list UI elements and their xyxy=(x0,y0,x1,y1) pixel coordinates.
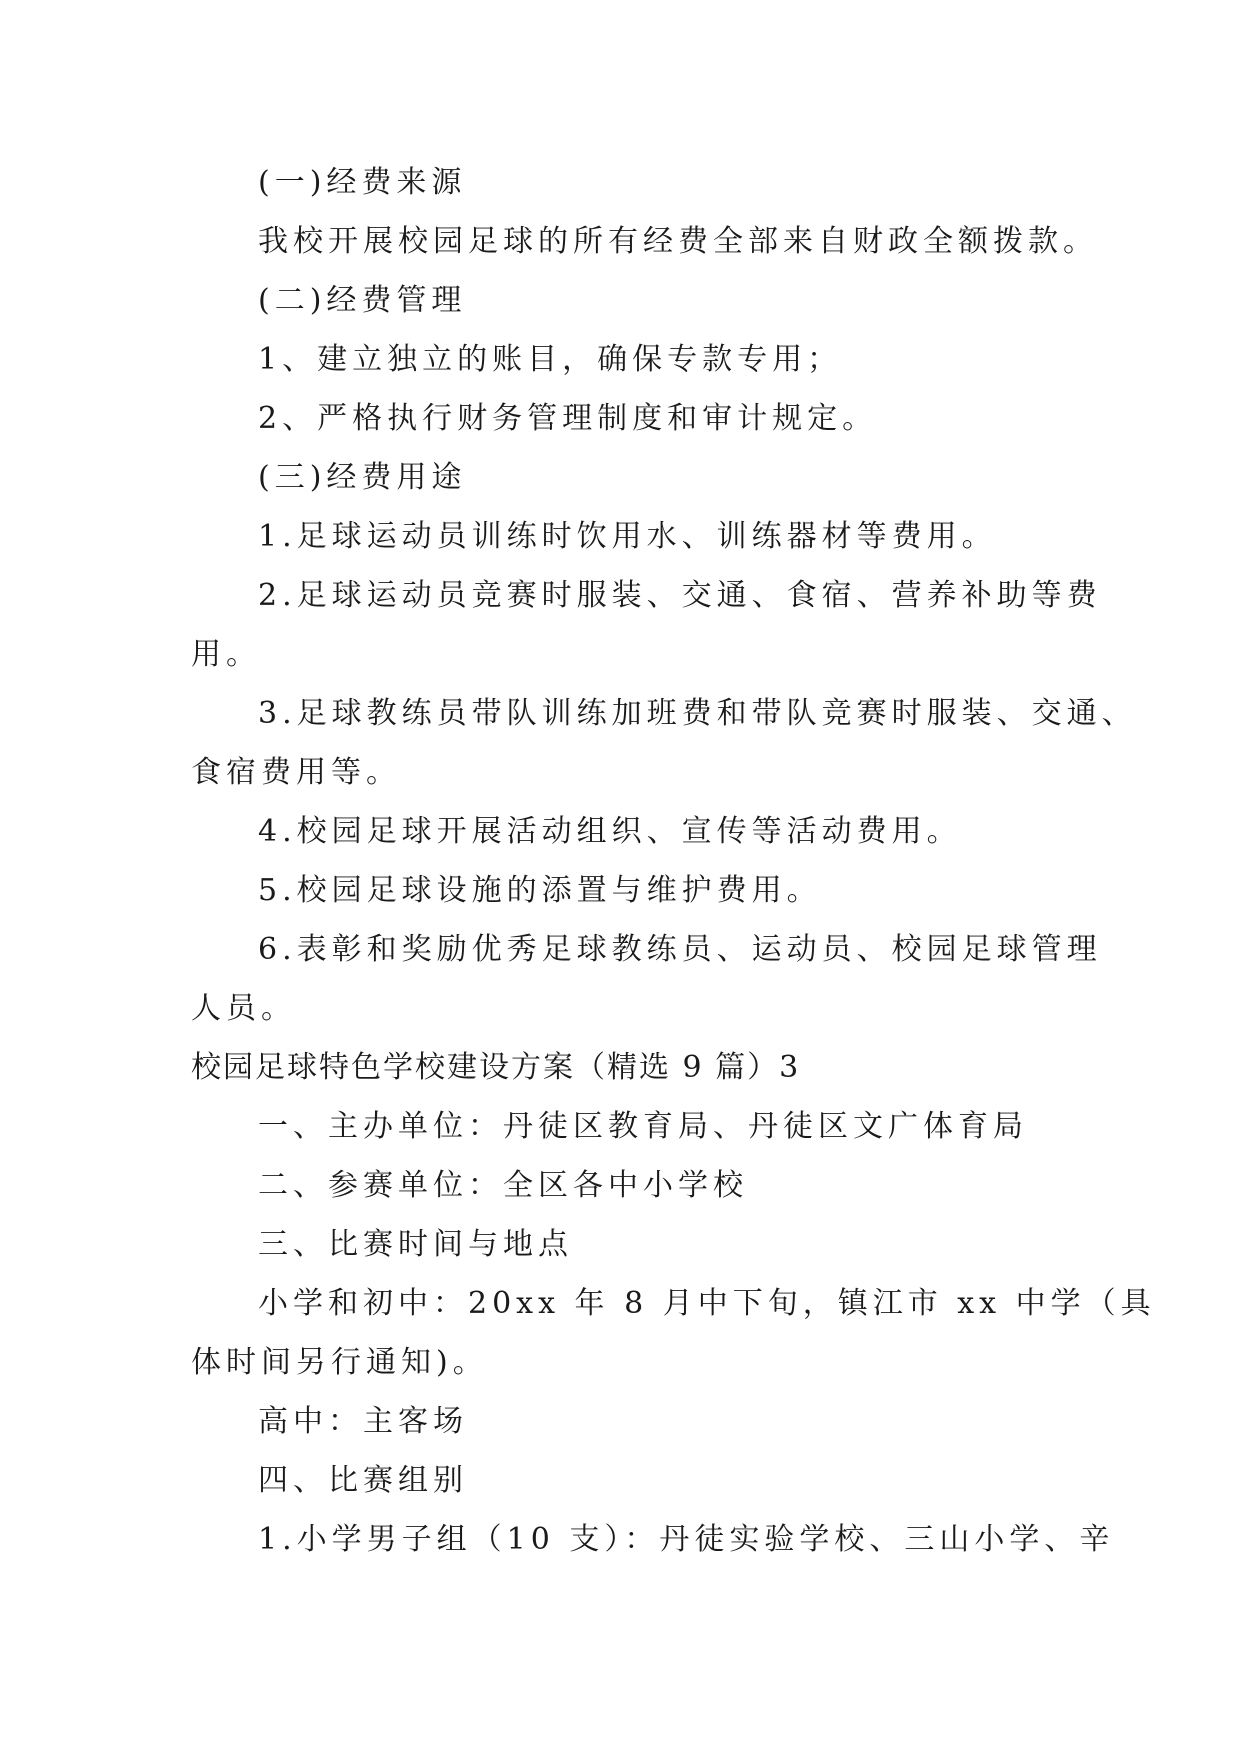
list-item-continuation: 用。 xyxy=(191,637,261,672)
section-heading-groups: 四、比赛组别 xyxy=(258,1463,468,1498)
section-heading-funding-use: (三)经费用途 xyxy=(258,460,467,495)
section-heading-funding-source: (一)经费来源 xyxy=(258,165,467,200)
list-item: 3.足球教练员带队训练加班费和带队竞赛时服装、交通、 xyxy=(258,696,1137,731)
list-item: 4.校园足球开展活动组织、宣传等活动费用。 xyxy=(258,814,962,849)
list-item: 1、建立独立的账目，确保专款专用； xyxy=(258,342,843,377)
list-item: 2.足球运动员竞赛时服装、交通、食宿、营养补助等费 xyxy=(258,578,1102,613)
paragraph-line: 二、参赛单位：全区各中小学校 xyxy=(258,1168,748,1203)
paragraph-continuation: 体时间另行通知)。 xyxy=(191,1345,488,1380)
paragraph-line: 一、主办单位：丹徒区教育局、丹徒区文广体育局 xyxy=(258,1109,1028,1144)
paragraph-line: 我校开展校园足球的所有经费全部来自财政全额拨款。 xyxy=(258,224,1098,259)
list-item-continuation: 食宿费用等。 xyxy=(191,755,401,790)
section-heading-time-place: 三、比赛时间与地点 xyxy=(258,1227,573,1262)
list-item-continuation: 人员。 xyxy=(191,991,296,1026)
list-item: 2、严格执行财务管理制度和审计规定。 xyxy=(258,401,878,436)
list-item: 1.足球运动员训练时饮用水、训练器材等费用。 xyxy=(258,519,997,554)
paragraph-line: 高中：主客场 xyxy=(258,1404,468,1439)
list-item: 5.校园足球设施的添置与维护费用。 xyxy=(258,873,822,908)
list-item: 1.小学男子组（10 支）：丹徒实验学校、三山小学、辛 xyxy=(258,1522,1115,1557)
list-item: 6.表彰和奖励优秀足球教练员、运动员、校园足球管理 xyxy=(258,932,1102,967)
document-section-title: 校园足球特色学校建设方案（精选 9 篇）3 xyxy=(191,1050,801,1085)
section-heading-funding-management: (二)经费管理 xyxy=(258,283,467,318)
paragraph-line: 小学和初中：20xx 年 8 月中下旬，镇江市 xx 中学（具 xyxy=(258,1286,1156,1321)
